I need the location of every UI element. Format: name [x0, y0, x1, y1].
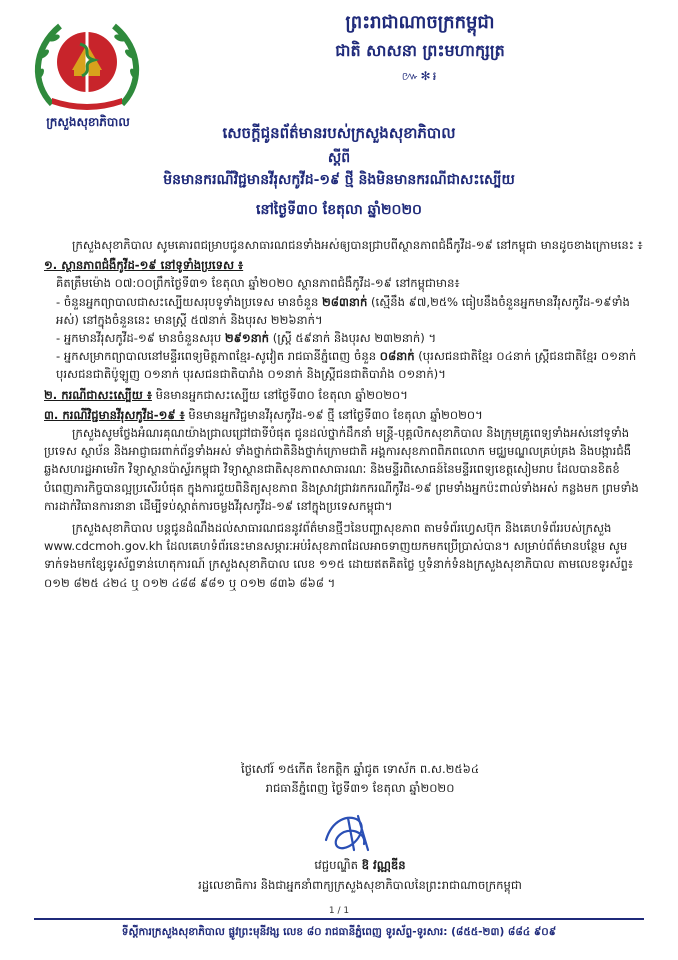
intro-paragraph: ក្រសួងសុខាភិបាល សូមគោរពជម្រាបជូនសាធារណជនទាំងអស់ឲ្យបានជ្រាបពីស្ថានភាពជំងឺកូវីដ-១៩ នៅកម្ពុជា មានដូចខាងក្រោមនេះ ៖ [72, 238, 643, 252]
footer-divider [34, 918, 644, 920]
kingdom-heading: ព្រះរាជាណាចក្រកម្ពុជា [345, 12, 495, 33]
section-3 [44, 406, 644, 424]
bullet-hospitalized [44, 347, 644, 383]
bullet-recovered-post: (ស្មើនឹង ៩៧,២៥% ធៀបនឹងចំនួនអ្នកមានវីរុសកូវីដ-១៩ទាំងអស់) នៅក្នុងចំនួននេះ មានស្ត្រី ៥៧នាក់ និងបុរស ២២៦នាក់។ [56, 294, 630, 327]
section-1-heading [44, 256, 644, 274]
bullet-recovered [44, 293, 644, 329]
date-block [180, 760, 540, 797]
ministry-name: ក្រសួងសុខាភិបាល [46, 115, 130, 129]
ministry-logo [22, 14, 152, 114]
signatory-prefix: វេជ្ជបណ្ឌិត [314, 858, 362, 872]
bullet-hosp-pre: - អ្នកសម្រាកព្យាបាលនៅមន្ទីរពេទ្យមិត្តភាពខ្មែរ-សូវៀត រាជធានីភ្នំពេញ ចំនួន [56, 349, 380, 364]
solar-date: រាជធានីភ្នំពេញ ថ្ងៃទី៣១ ខែតុលា ឆ្នាំ២០២០ [265, 780, 455, 795]
document-body [44, 236, 644, 592]
footer-address: ទីស្តីការក្រសួងសុខាភិបាល ផ្លូវព្រះមុនីវង្ស លេខ ៨០ រាជធានីភ្នំពេញ ទូរស័ព្ទ-ទូរសារ: (៨៥៥-២៣) ៨៨៤ ៩០៩ [121, 926, 557, 938]
section-3-text: មិនមានអ្នកវិជ្ជមានវីរុសកូវីដ-១៩ ថ្មី នៅថ្ងៃទី៣០ ខែតុលា ឆ្នាំ២០២០។ [184, 407, 483, 422]
lunar-date: ថ្ងៃសៅរ៍ ១៥កើត ខែកត្តិក ឆ្នាំជូត ទោស័ក ព.ស.២៥៦៤ [240, 762, 480, 776]
bullet-hosp-count: ០៨នាក់ [379, 349, 415, 364]
national-motto: ជាតិ សាសនា ព្រះមហាក្សត្រ [335, 41, 505, 60]
document-title: សេចក្តីជូនព័ត៌មានរបស់ក្រសួងសុខាភិបាល [222, 124, 456, 142]
bullet-total-cases [44, 329, 644, 347]
signatory-name [180, 858, 540, 875]
bullet-total-pre: - អ្នកមានវីរុសកូវីដ-១៩ មានចំនួនសរុប [56, 331, 225, 346]
bullet-hosp-post: (បុរសជនជាតិខ្មែរ ០៤នាក់ ស្ត្រីជនជាតិខ្មែរ ០១នាក់ បុរសជនជាតិប៉ូឡូញ ០១នាក់ បុរសជនជាតិបារាំង ០១នាក់ និងស្ត្រីជនជាតិបារាំង ០១នាក់)។ [56, 349, 637, 382]
section-3-label: ៣. ករណីវិជ្ជមានវីរុសកូវីដ-១៩ ៖ [44, 407, 185, 422]
signatory-title: រដ្ឋលេខាធិការ និងជាអ្នកនាំពាក្យក្រសួងសុខាភិបាលនៃព្រះរាជាណាចក្រកម្ពុជា [198, 878, 522, 892]
section-2-label: ២. ករណីជាសះស្បើយ ៖ [44, 387, 152, 402]
info-paragraph: ក្រសួងសុខាភិបាល បន្តជូនដំណឹងដល់សាធារណជននូវព័ត៌មានថ្មីៗនៃបញ្ហាសុខភាព តាមទំព័រហ្វេសប៊ុក និងគេហទំព័ររបស់ក្រសួង www.cdcmoh.gov.kh ដែលគេហទំព័រនេះមានសម្ភារៈអប់រំសុខភាពដែលអាចទាញយកមកប្រើប្រាស់បាន។ សម្រាប់ព័ត៌មានបន្ថែម សូមទាក់ទងមកខ្សែទូរស័ព្ទទាន់ហេតុការណ៍ ក្រសួងសុខាភិបាល លេខ ១១៥ ដោយឥតគិតថ្លៃ ឬទំនាក់ទំនងក្រសួងសុខាភិបាល តាមលេខទូរស័ព្ទ៖ ០១២ ៨២៥ ៤២៤ ឬ ០១២ ៤៨៨ ៩៨១ ឬ ០១២ ៨៣៦ ៨៦៨ ។ [44, 521, 633, 590]
bullet-recovered-pre: - ចំនួនអ្នកព្យាបាលជាសះស្បើយសរុបទូទាំងប្រទេស មានចំនួន [56, 294, 323, 309]
section-2-text: មិនមានអ្នកជាសះស្បើយ នៅថ្ងៃទី៣០ ខែតុលា ឆ្នាំ២០២០។ [151, 387, 408, 402]
signature [318, 810, 388, 856]
thanks-paragraph: ក្រសួងសូមថ្លែងអំណរគុណយ៉ាងជ្រាលជ្រៅជាទីបំផុត ជូនដល់ថ្នាក់ដឹកនាំ មន្ត្រី-បុគ្គលិកសុខាភិបាល និងក្រុមគ្រូពេទ្យទាំងអស់នៅទូទាំងប្រទេស ស្ថាប័ន និងអាជ្ញាធរពាក់ព័ន្ធទាំងអស់ ទាំងថ្នាក់ជាតិនិងថ្នាក់ក្រោមជាតិ អង្គការសុខភាពពិភពលោក មជ្ឈមណ្ឌលគ្រប់គ្រង និងបង្ការជំងឺឆ្លងសហរដ្ឋអាមេរិក វិទ្យាស្ថានប៉ាស្ទ័រកម្ពុជា វិទ្យាស្ថានជាតិសុខភាពសាធារណៈ និងមន្ទីរពិសោធន៍នៃមន្ទីរពេទ្យខេត្តសៀមរាប ដែលបានខិតខំបំពេញភារកិច្ចបានល្អប្រសើរបំផុត ក្នុងការជួយពិនិត្យសុខភាព និងស្រាវជ្រាវរកករណីកូវីដ-១៩ ព្រមទាំងអ្នកប៉ះពាល់ទាំងអស់ កន្លងមក ព្រមទាំងការដាក់វិធានការនានា ដើម្បីទប់ស្កាត់ការចម្លងវីរុសកូវីដ-១៩ នៅក្នុងប្រទេសកម្ពុជា។ [44, 426, 639, 513]
ornament-divider: ៚✻៛ [401, 69, 439, 83]
section-1-intro: គិតត្រឹមម៉ោង ០៧:០០ព្រឹកថ្ងៃទី៣១ ខែតុលា ឆ្នាំ២០២០ ស្ថានភាពជំងឺកូវីដ-១៩ នៅកម្ពុជាមាន៖ [56, 276, 460, 291]
page-number: 1 / 1 [328, 906, 350, 916]
signatory-name-bold: ឱ វណ្ណឌីន [361, 858, 406, 872]
title-subject: មិនមានករណីវិជ្ជមានវីរុសកូវីដ-១៩ ថ្មី និងមិនមានករណីជាសះស្បើយ [163, 172, 515, 188]
title-about: ស្តីពី [327, 150, 351, 166]
title-date: នៅថ្ងៃទី៣០ ខែតុលា ឆ្នាំ២០២០ [256, 202, 422, 218]
bullet-total-post: (ស្ត្រី ៥៩នាក់ និងបុរស ២៣២នាក់) ។ [269, 331, 437, 346]
bullet-total-count: ២៩១នាក់ [224, 331, 270, 346]
section-1-label: ១. ស្ថានភាពជំងឺកូវីដ-១៩ នៅទូទាំងប្រទេស ៖ [44, 258, 244, 273]
section-2 [44, 386, 644, 404]
bullet-recovered-count: ២៨៣នាក់ [322, 294, 368, 309]
